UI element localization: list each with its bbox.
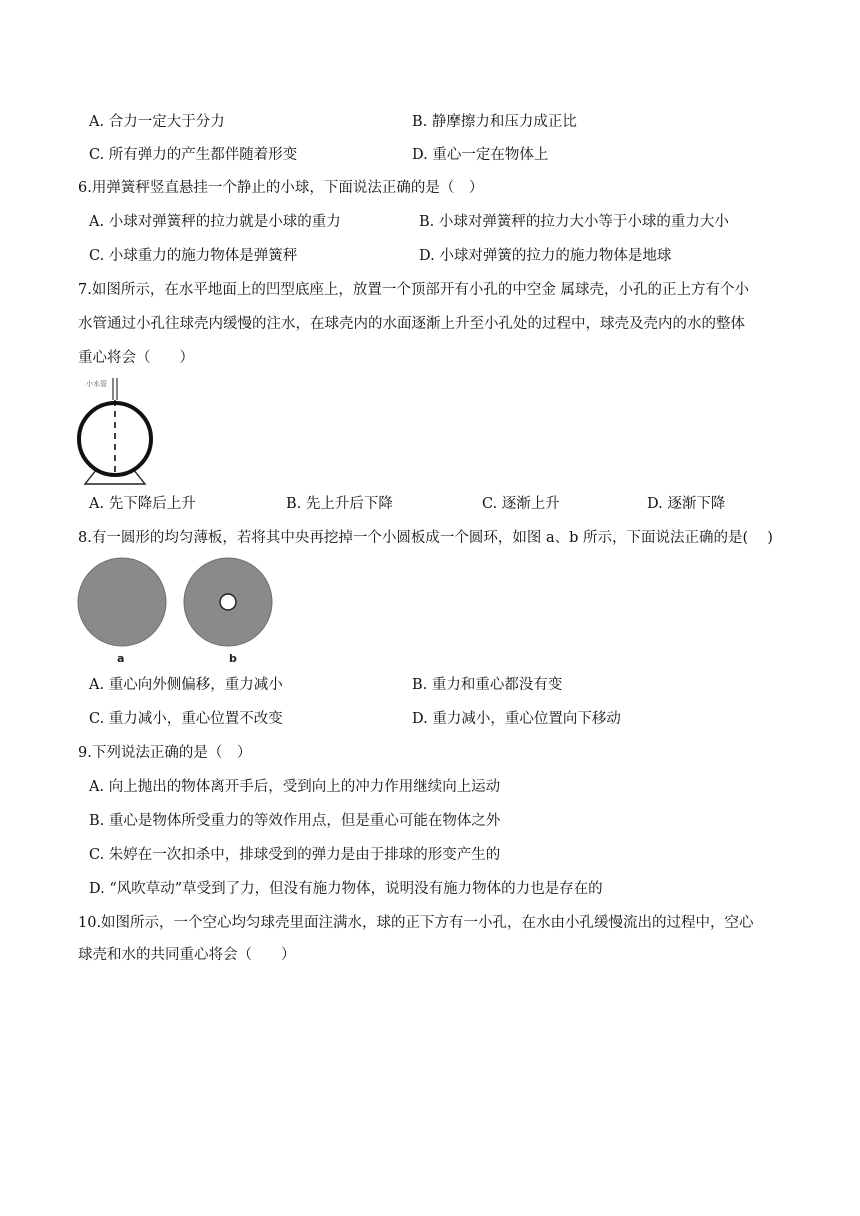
q7-figure	[76, 376, 166, 486]
solid-disk-a	[78, 558, 166, 646]
q8-figure-label-b: b	[229, 652, 237, 665]
q5-option-b: B. 静摩擦力和压力成正比	[412, 114, 577, 130]
q8-figure-label-a: a	[117, 652, 125, 665]
q6-option-b: B. 小球对弹簧秤的拉力大小等于小球的重力大小	[419, 214, 729, 230]
q7-figure-label: 小水管	[86, 380, 107, 388]
q9-option-d: D. “风吹草动”草受到了力，但没有施力物体，说明没有施力物体的力也是存在的	[89, 881, 603, 897]
q8-stem: 8.有一圆形的均匀薄板，若将其中央再挖掉一个小圆板成一个圆环，如图 a、b 所示，下面说法正确的是( )	[78, 530, 773, 546]
q10-stem-line1: 10.如图所示，一个空心均匀球壳里面注满水，球的正下方有一小孔，在水由小孔缓慢流出的过程中，空心	[78, 915, 754, 931]
q7-option-c: C. 逐渐上升	[482, 496, 560, 512]
q9-option-a: A. 向上抛出的物体离开手后，受到向上的冲力作用继续向上运动	[89, 779, 501, 795]
center-hole	[220, 594, 236, 610]
q6-option-c: C. 小球重力的施力物体是弹簧秤	[89, 248, 298, 264]
q6-stem: 6.用弹簧秤竖直悬挂一个静止的小球，下面说法正确的是（ ）	[78, 180, 484, 196]
q6-option-a: A. 小球对弹簧秤的拉力就是小球的重力	[89, 214, 341, 230]
q7-stem-line2: 水管通过小孔往球壳内缓慢的注水，在球壳内的水面逐渐上升至小孔处的过程中，球壳及壳内的水的整体	[78, 316, 745, 332]
q8-option-d: D. 重力减小，重心位置向下移动	[412, 711, 621, 727]
q9-option-b: B. 重心是物体所受重力的等效作用点，但是重心可能在物体之外	[89, 813, 501, 829]
q8-figure	[76, 556, 276, 666]
q7-stem-line3: 重心将会（ ）	[78, 350, 194, 366]
spherical-shell-diagram	[76, 376, 166, 486]
q10-stem-line2: 球壳和水的共同重心将会（ ）	[78, 947, 296, 963]
q8-option-c: C. 重力减小，重心位置不改变	[89, 711, 283, 727]
q5-option-d: D. 重心一定在物体上	[412, 147, 549, 163]
q8-option-b: B. 重力和重心都没有变	[412, 677, 563, 693]
q5-option-a: A. 合力一定大于分力	[89, 114, 225, 130]
q6-option-d: D. 小球对弹簧的拉力的施力物体是地球	[419, 248, 672, 264]
q7-option-d: D. 逐渐下降	[647, 496, 726, 512]
q7-option-b: B. 先上升后下降	[286, 496, 393, 512]
q7-stem-line1: 7.如图所示，在水平地面上的凹型底座上，放置一个顶部开有小孔的中空金 属球壳，小孔的正上方有个小	[78, 282, 749, 298]
q5-option-c: C. 所有弹力的产生都伴随着形变	[89, 147, 298, 163]
q8-option-a: A. 重心向外侧偏移，重力减小	[89, 677, 283, 693]
q7-option-a: A. 先下降后上升	[89, 496, 196, 512]
q9-stem: 9.下列说法正确的是（ ）	[78, 745, 252, 761]
q9-option-c: C. 朱婷在一次扣杀中，排球受到的弹力是由于排球的形变产生的	[89, 847, 501, 863]
